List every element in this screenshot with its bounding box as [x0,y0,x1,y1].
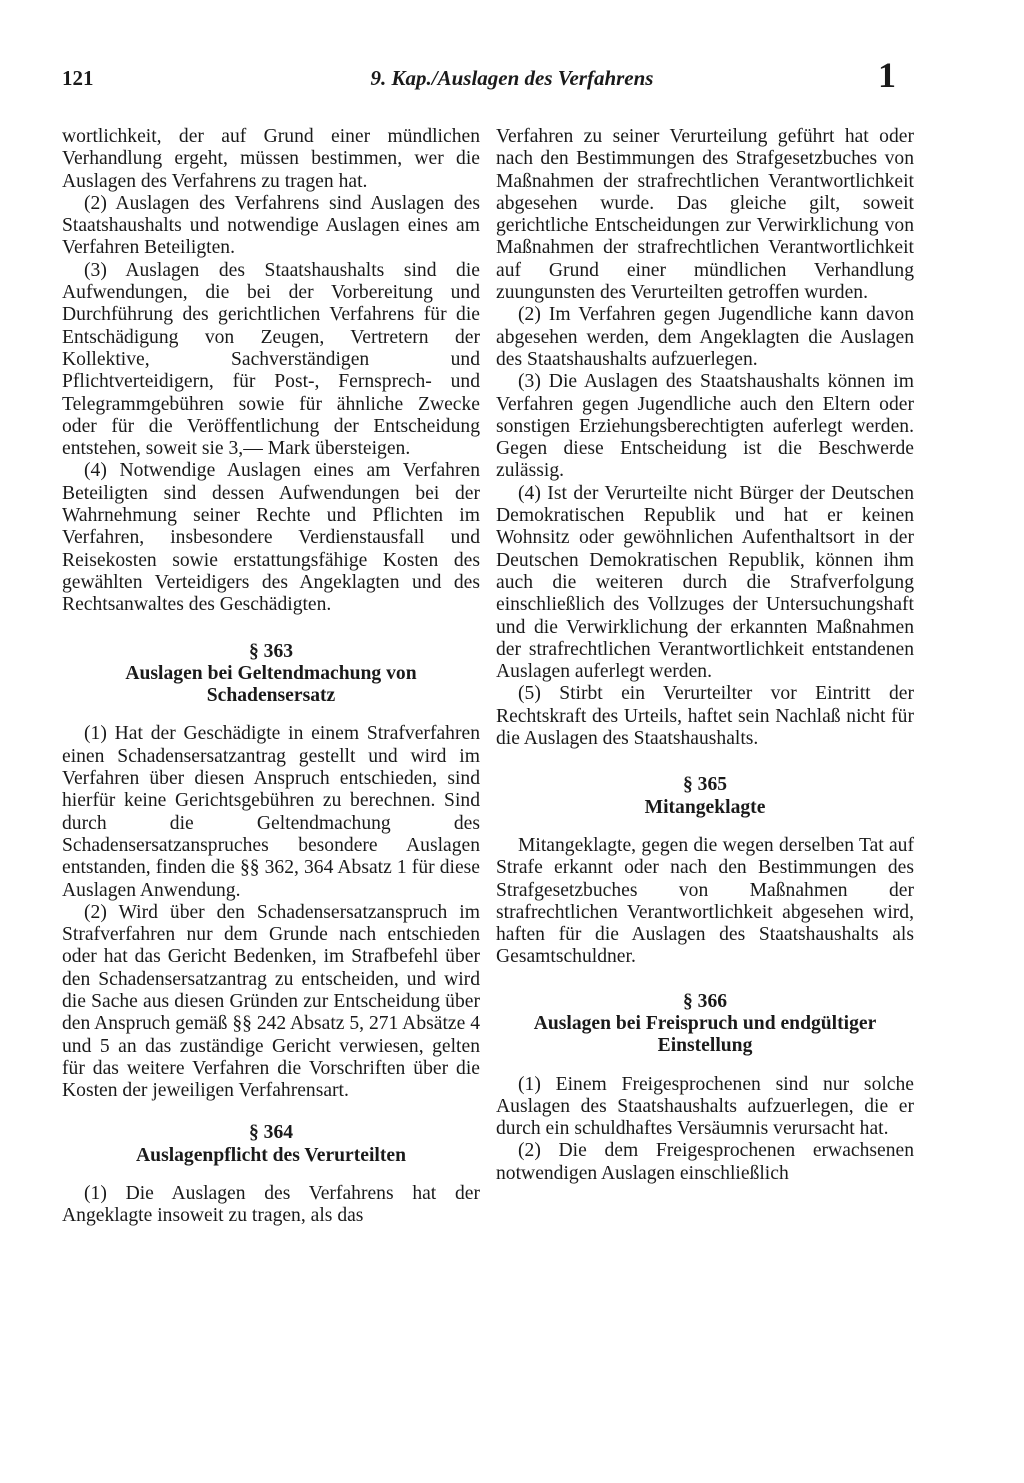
paragraph: (1) Die Auslagen des Verfahrens hat der Angeklagte insoweit zu tragen, als das [62,1183,480,1227]
paragraph: Mitangeklagte, gegen die wegen derselben Tat auf Strafe erkannt oder nach den Bestimmungen des Strafgesetzbuches von Maßnahmen der strafrechtlichen Verantwortlichkeit abgesehen wird, haften für die Auslagen des Staatshaushalts als Gesamtschuldner. [496,834,914,968]
section-number-365: § 365 [682,774,728,796]
section-number-364: § 364 [248,1122,294,1144]
section-title-365: Mitangeklagte [644,796,766,818]
page-header [0,55,1024,108]
right-column [496,126,914,1185]
paragraph: (4) Notwendige Auslagen eines am Verfahren Beteiligten sind dessen Aufwendungen bei der Wahrnehmung seiner Rechte und Pflichten im Verfahren, insbesondere Verdienstausfall und Reisekosten sowie erstattungsfähige Kosten des gewählten Verteidigers des Angeklagten und des Rechtsanwaltes des Geschädigten. [62,460,480,616]
left-column [62,126,480,1228]
paragraph: wortlichkeit, der auf Grund einer mündlichen Verhandlung ergeht, müssen bestimmen, wer die Auslagen des Verfahrens zu tragen hat. [62,126,480,192]
running-title: 9. Kap./Auslagen des Verfahrens [370,66,654,90]
paragraph: (3) Auslagen des Staatshaushalts sind die Aufwendungen, die bei der Vorbereitung und Durchführung des gerichtlichen Verfahrens für die Entschädigung von Zeugen, Vertretern der Kollektive, Sachverständigen und Pflichtverteidigern, für Post-, Fernsprech- und Telegrammgebühren sowie für ähnliche Zwecke oder für die Veröffentlichung der Entscheidung entstehen, soweit sie 3,— Mark übersteigen. [62,259,480,460]
paragraph: (4) Ist der Verurteilte nicht Bürger der Deutschen Demokratischen Republik und hat er keinen Wohnsitz oder gewöhnlichen Aufenthaltsort in der Deutschen Demokratischen Republik, können ihm auch die weiteren durch die Strafverfolgung einschließlich des Vollzuges der Untersuchungshaft und die Verwirklichung der erkannten Maßnahmen der strafrechtlichen Verantwortlichkeit entstandenen Auslagen auferlegt werden. [496,482,914,683]
paragraph: (1) Einem Freigesprochenen sind nur solche Auslagen des Staatshaushalts aufzuerlegen, die er durch ein schuldhaftes Versäumnis verursacht hat. [496,1073,914,1140]
paragraph: (1) Hat der Geschädigte in einem Strafverfahren einen Schadensersatzantrag gestellt und wird im Verfahren über diesen Anspruch entschieden, sind hierfür keine Gerichtsgebühren zu berechnen. Sind durch die Geltendmachung des Schadensersatzanspruches besondere Auslagen entstanden, finden die §§ 362, 364 Absatz 1 für diese Auslagen Anwendung. [62,723,480,901]
section-number-363: § 363 [248,640,294,662]
section-title-364: Auslagenpflicht des Verurteilten [136,1144,406,1166]
chapter-number: 1 [878,55,896,95]
paragraph: (2) Auslagen des Verfahrens sind Auslagen des Staatshaushalts und notwendige Auslagen eines am Verfahren Beteiligten. [62,192,480,259]
section-title-366: Auslagen bei Freispruch und endgültiger Einstellung [533,1012,877,1057]
section-title-363: Auslagen bei Geltendmachung von Schadensersatz [125,662,417,707]
paragraph: Verfahren zu seiner Verurteilung geführt hat oder nach den Bestimmungen des Strafgesetzbuches von Maßnahmen der strafrechtlichen Verantwortlichkeit abgesehen wurde. Das gleiche gilt, soweit gerichtliche Entscheidungen zur Verwirklichung von Maßnahmen der strafrechtlichen Verantwortlichkeit auf Grund einer mündlichen Verhandlung zuungunsten des Verurteilten getroffen wurden. [496,126,914,304]
page-number: 121 [62,66,94,90]
paragraph: (3) Die Auslagen des Staatshaushalts können im Verfahren gegen Jugendliche auch den Eltern oder sonstigen Erziehungsberechtigten auferlegt werden. Gegen diese Entscheidung ist die Beschwerde zulässig. [496,371,914,482]
paragraph: (2) Im Verfahren gegen Jugendliche kann davon abgesehen werden, dem Angeklagten die Auslagen des Staatshaushalts aufzuerlegen. [496,304,914,370]
section-number-366: § 366 [682,990,728,1012]
paragraph: (5) Stirbt ein Verurteilter vor Eintritt der Rechtskraft des Urteils, haftet sein Nachlaß nicht für die Auslagen des Staatshaushalts. [496,683,914,750]
paragraph: (2) Wird über den Schadensersatzanspruch im Strafverfahren nur dem Grunde nach entschieden oder hat das Gericht Bedenken, im Strafbefehl über den Schadensersatzantrag zu entscheiden, und wird die Sache aus diesen Gründen zur Entscheidung über den Anspruch gemäß §§ 242 Absatz 5, 271 Absätze 4 und 5 an das zuständige Gericht verwiesen, gelten für das weitere Verfahren die Vorschriften über die Kosten der jeweiligen Verfahrensart. [62,901,480,1102]
paragraph: (2) Die dem Freigesprochenen erwachsenen notwendigen Auslagen einschließlich [496,1140,914,1184]
